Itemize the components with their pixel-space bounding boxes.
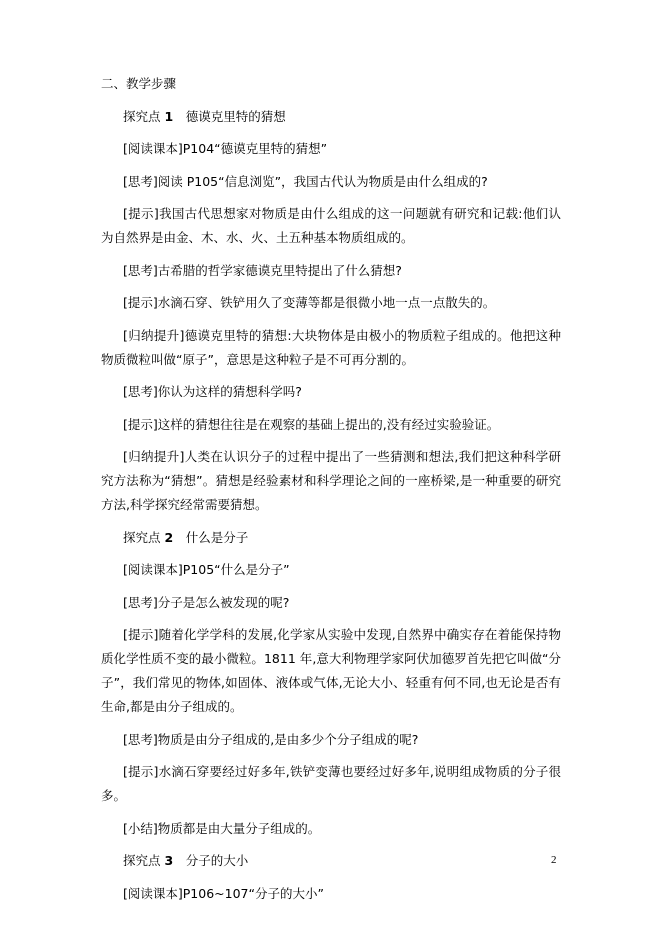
paragraph: [提示]水滴石穿要经过好多年,铁铲变薄也要经过好多年,说明组成物质的分子很多。 — [101, 764, 561, 803]
paragraph: [阅读课本]P105“什么是分子” — [123, 562, 290, 577]
paragraph: [思考]物质是由分子组成的,是由多少个分子组成的呢? — [123, 731, 419, 747]
heading-prefix: 探究点 — [123, 529, 165, 545]
paragraph: [思考]你认为这样的猜想科学吗? — [123, 384, 302, 399]
section-heading — [101, 526, 561, 550]
document-body — [101, 72, 561, 914]
paragraph: [提示]这样的猜想往往是在观察的基础上提出的,没有经过实验验证。 — [123, 416, 500, 432]
paragraph: [提示]我国古代思想家对物质是由什么组成的这一问题就有研究和记载:他们认为自然界是由金、木、水、火、土五种基本物质组成的。 — [101, 206, 561, 245]
paragraph: [归纳提升]德谟克里特的猜想:大块物体是由极小的物质粒子组成的。他把这种物质微粒叫做“原子”，意思是这种粒子是不可再分割的。 — [101, 327, 561, 367]
heading-number: 2 — [164, 529, 174, 545]
heading-title: 什么是分子 — [185, 529, 249, 545]
section-heading — [101, 849, 561, 873]
section-title: 二、教学步骤 — [101, 76, 177, 91]
paragraph: [归纳提升]人类在认识分子的过程中提出了一些猜测和想法,我们把这种科学研究方法称为“猜想”。猜想是经验素材和科学理论之间的一座桥梁,是一种重要的研究方法,科学探究经常需要猜想。 — [101, 449, 561, 512]
heading-prefix: 探究点 — [123, 108, 165, 124]
paragraph: [阅读课本]P104“德谟克里特的猜想” — [123, 141, 328, 156]
paragraph: [小结]物质都是由大量分子组成的。 — [123, 820, 321, 836]
paragraph: [思考]分子是怎么被发现的呢? — [123, 594, 290, 610]
page-number: 2 — [551, 854, 557, 866]
section-heading — [101, 105, 561, 129]
heading-number: 1 — [164, 108, 174, 124]
heading-title: 分子的大小 — [185, 853, 249, 868]
paragraph: [思考]阅读 P105“信息浏览”，我国古代认为物质是由什么组成的? — [123, 173, 488, 189]
heading-number: 3 — [164, 853, 174, 868]
paragraph: [阅读课本]P106~107“分子的大小” — [123, 885, 324, 901]
heading-prefix: 探究点 — [123, 853, 165, 868]
paragraph: [提示]水滴石穿、铁铲用久了变薄等都是很微小地一点一点散失的。 — [123, 295, 496, 310]
heading-title: 德谟克里特的猜想 — [185, 108, 286, 124]
paragraph: [思考]古希腊的哲学家德谟克里特提出了什么猜想? — [123, 262, 402, 278]
paragraph: [提示]随着化学学科的发展,化学家从实验中发现,自然界中确实存在着能保持物质化学性质不变的最小微粒。1811 年,意大利物理学家阿伏加德罗首先把它叫做“分子”，我们常见的物体,如固体、液体或气体,无论大小、轻重有何不同,也无论是否有生命,都是由分子组成的。 — [101, 627, 561, 714]
